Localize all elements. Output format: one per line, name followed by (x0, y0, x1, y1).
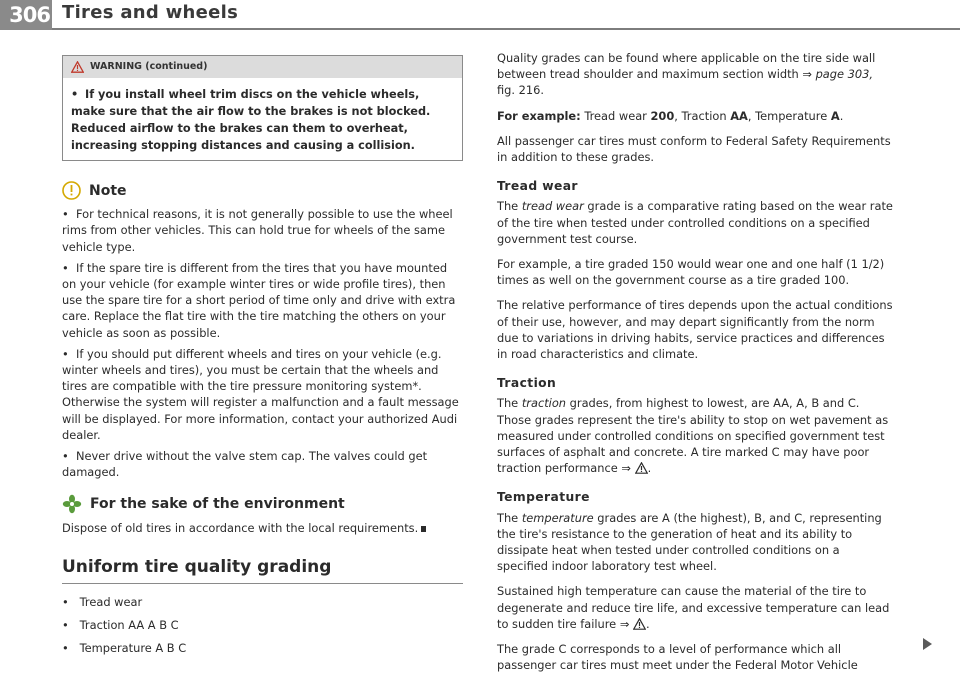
bullet: • (62, 618, 69, 633)
warning-box (62, 55, 463, 161)
bullet: • (62, 641, 69, 656)
example-value: AA (730, 108, 748, 123)
note-item (62, 448, 463, 480)
note-item-text: If you should put different wheels and tires on your vehicle (e.g. winter wheels and tires), you must be certain that the wheels and tires are compatible with the tire pressure monitoring system*. Otherwise the system will register a malfunction and a fault message will be displayed. For more information, contact your authorized Audi dealer. (62, 346, 459, 442)
warning-text (63, 78, 462, 160)
example-label: For example: (497, 108, 581, 123)
tread-wear-paragraph (497, 198, 893, 247)
note-item-text: For technical reasons, it is not generally possible to use the wheel rims from other vehicles. This can hold true for wheels of the same vehicle type. (62, 207, 453, 254)
emphasis: temperature (521, 510, 594, 525)
note-item-text: If the spare tire is different from the tires that you have mounted on your vehicle (for example winter tires or wide profile tires), then use the spare tire for a short period of time only and drive with extra care. Replace the flat tire with the tire matching the others on your vehicle as soon as possible. (62, 260, 456, 340)
note-item (62, 346, 463, 443)
grade-list (62, 594, 463, 657)
example-text: , Temperature (747, 108, 828, 123)
left-column (62, 55, 463, 663)
emphasis: traction (521, 396, 567, 411)
header-divider (52, 28, 960, 30)
note-item-text: Never drive without the valve stem cap. The valves could get damaged. (62, 449, 428, 480)
text: The (497, 199, 519, 214)
grade-text: Tread wear (79, 594, 143, 609)
warning-body-text: If you install wheel trim discs on the vehicle wheels, make sure that the air flow to the brakes is not blocked. Reduced airflow to the brakes can them to overheat, increasing stopping distances and causing a collision. (71, 88, 431, 153)
arrow-right-icon: ⇒ (802, 67, 812, 82)
emphasis: tread wear (521, 199, 584, 214)
warning-header (63, 56, 462, 78)
warning-triangle-icon[interactable] (633, 618, 646, 630)
bullet: • (62, 260, 69, 275)
example-paragraph: For example: Tread wear 200, Traction AA, Temperature A. (497, 108, 844, 123)
note-circle-icon (62, 181, 81, 200)
text: grades, from highest to lowest, are AA, A, B and C. Those grades represent the tire's ability to stop on wet pavement as measured under controlled conditions on specified government test surfaces of asphalt and concrete. A tire marked C may have poor traction performance (497, 396, 889, 476)
note-title: Note (89, 182, 127, 199)
bullet: • (62, 207, 69, 222)
page-reference-link[interactable]: page 303, (815, 67, 874, 82)
environment-text: Dispose of old tires in accordance with the local requirements. (62, 521, 419, 536)
right-column (497, 50, 893, 683)
text: grade is a comparative rating based on the wear rate of the tire when tested under controlled conditions on a specified government test course. (497, 199, 893, 246)
intro-text: Quality grades can be found where applicable on the tire side wall between tread shoulder and maximum section width (497, 51, 876, 82)
environment-body (62, 520, 463, 536)
text: The (497, 510, 519, 525)
text: Sustained high temperature can cause the material of the tire to degenerate and reduce tire life, and excessive temperature can lead to sudden tire failure (497, 584, 890, 631)
continue-arrow-icon[interactable] (920, 637, 934, 651)
arrow-right-icon: ⇒ (619, 616, 630, 631)
example-value: A (830, 108, 840, 123)
warning-triangle-icon[interactable] (635, 462, 648, 474)
note-item (62, 260, 463, 341)
tread-wear-note: The relative performance of tires depends upon the actual conditions of their use, however, and may depart significantly from the norm due to variations in driving habits, service practices and differences in road characteristics and climate. (497, 298, 893, 362)
note-heading (62, 181, 463, 200)
tread-wear-example: For example, a tire graded 150 would wear one and one half (1 1/2) times as well on the government course as a tire graded 100. (497, 257, 885, 288)
intro-paragraph (497, 50, 893, 99)
traction-heading: Traction (497, 376, 557, 391)
chapter-title: Tires and wheels (62, 2, 239, 23)
section-title: Uniform tire quality grading (62, 559, 463, 584)
example-text: Tread wear (584, 108, 647, 123)
tread-wear-heading: Tread wear (497, 179, 578, 194)
warning-label: WARNING (continued) (90, 61, 208, 72)
environment-leaf-icon (62, 494, 82, 514)
figure-reference: fig. 216. (497, 83, 545, 98)
environment-title: For the sake of the environment (90, 496, 345, 513)
page-number: 306 (0, 0, 52, 30)
note-item (62, 206, 463, 255)
grade-item (62, 617, 463, 633)
grade-text: Traction AA A B C (79, 618, 179, 633)
text: The (497, 396, 519, 411)
conform-paragraph: All passenger car tires must conform to Federal Safety Requirements in addition to these grades. (497, 133, 891, 165)
text: grades are A (the highest), B, and C, representing the tire's resistance to the generation of heat and its ability to dissipate heat when tested under controlled conditions on a specified indoor laboratory test wheel. (497, 510, 882, 574)
temperature-paragraph (497, 510, 893, 575)
grade-item (62, 640, 463, 656)
warning-triangle-icon (71, 61, 84, 73)
bullet: • (62, 594, 69, 609)
environment-heading (62, 494, 463, 514)
arrow-right-icon: ⇒ (621, 461, 631, 476)
temperature-grade-c-paragraph: The grade C corresponds to a level of performance which all passenger car tires must meet under the Federal Motor Vehicle (497, 642, 858, 673)
bullet: • (62, 449, 69, 464)
example-value: 200 (650, 108, 675, 123)
end-of-section-mark (421, 526, 426, 532)
note-list (62, 206, 463, 480)
traction-paragraph: The traction grades, from highest to lowest, are AA, A, B and C. Those grades represent the tire's ability to stop on wet pavement as measured under controlled conditions on specified government test surfaces of asphalt and concrete. A tire marked C may have poor traction performance ⇒ . (497, 396, 889, 476)
grade-item (62, 594, 463, 610)
temperature-warning-paragraph: Sustained high temperature can cause the material of the tire to degenerate and reduce tire life, and excessive temperature can lead to sudden tire failure ⇒ . (497, 584, 890, 631)
bullet: • (62, 346, 69, 361)
grade-text: Temperature A B C (79, 641, 187, 656)
temperature-heading: Temperature (497, 490, 590, 505)
warning-bullet: • (71, 88, 79, 102)
example-text: , Traction (674, 108, 727, 123)
